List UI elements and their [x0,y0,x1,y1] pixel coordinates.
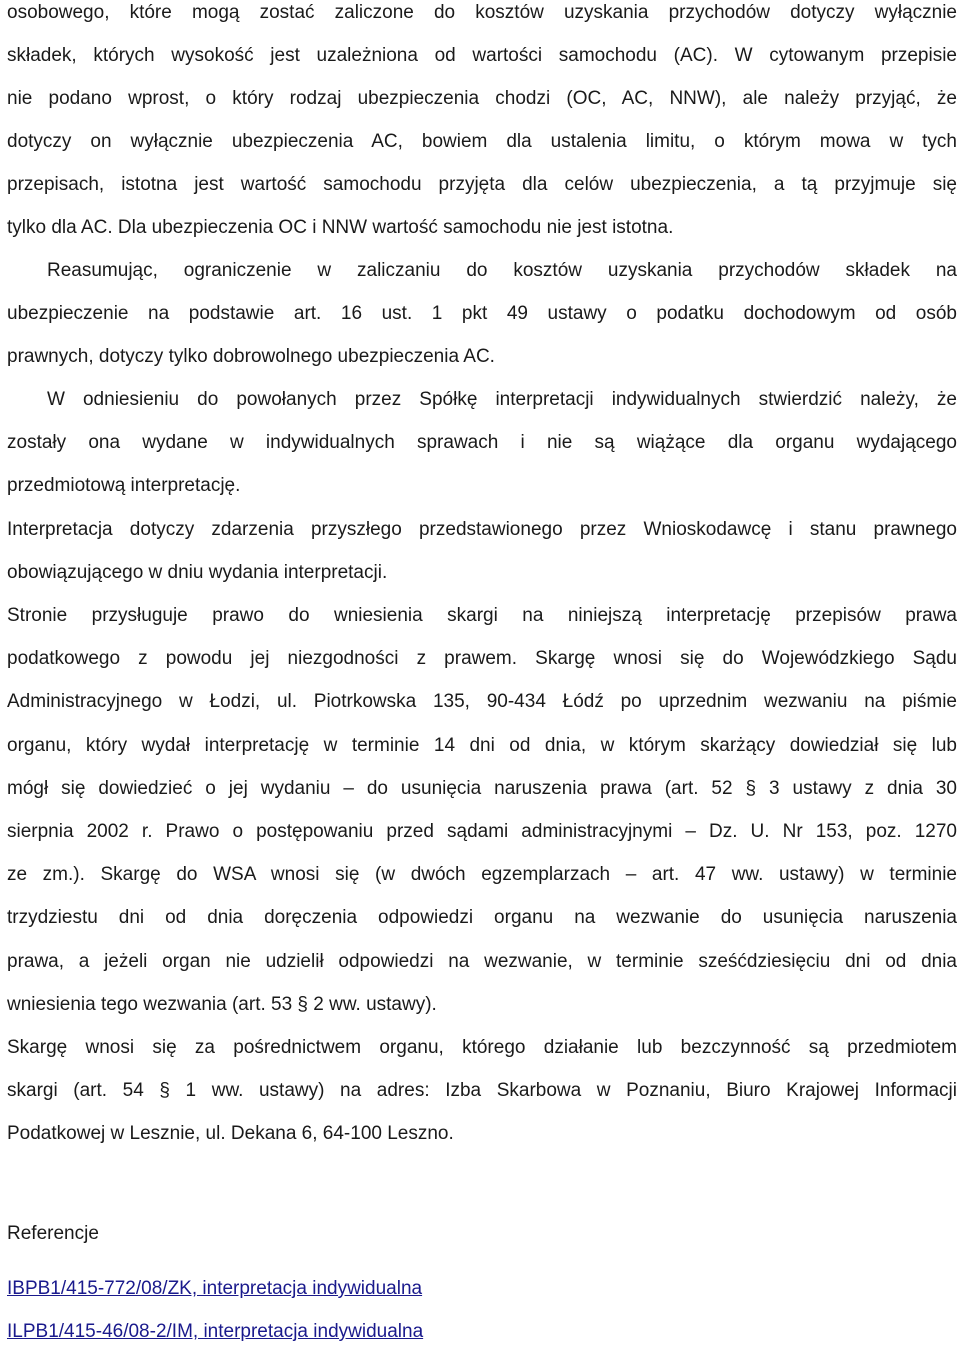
text-line: sierpnia 2002 r. Prawo o postępowaniu przed sądami administracyjnymi – Dz. U. Nr 153, poz. 1270 [7,821,957,842]
references-heading: Referencje [7,1223,99,1244]
text-line: nie podano wprost, o który rodzaj ubezpieczenia chodzi (OC, AC, NNW), ale należy przyjąć, że [7,88,957,109]
text-line: prawnych, dotyczy tylko dobrowolnego ubezpieczenia AC. [7,346,495,367]
text-line: Skargę wnosi się za pośrednictwem organu, którego działanie lub bezczynność są przedmiotem [7,1037,957,1058]
text-line: zostały ona wydane w indywidualnych sprawach i nie są wiążące dla organu wydającego [7,432,957,453]
text-line: Administracyjnego w Łodzi, ul. Piotrkowska 135, 90-434 Łódź po uprzednim wezwaniu na piśmie [7,691,957,712]
text-line: Stronie przysługuje prawo do wniesienia skargi na niniejszą interpretację przepisów prawa [7,605,957,626]
text-line: osobowego, które mogą zostać zaliczone do kosztów uzyskania przychodów dotyczy wyłącznie [7,2,957,23]
text-line: przedmiotową interpretację. [7,475,241,496]
text-line: wniesienia tego wezwania (art. 53 § 2 ww. ustawy). [7,994,437,1015]
text-line: mógł się dowiedzieć o jej wydaniu – do usunięcia naruszenia prawa (art. 52 § 3 ustawy z dnia 30 [7,778,957,799]
text-line: prawa, a jeżeli organ nie udzielił odpowiedzi na wezwanie, w terminie sześćdziesięciu dni od dnia [7,951,957,972]
text-line: skargi (art. 54 § 1 ww. ustawy) na adres: Izba Skarbowa w Poznaniu, Biuro Krajowej Informacji [7,1080,957,1101]
text-line: trzydziestu dni od dnia doręczenia odpowiedzi organu na wezwanie do usunięcia naruszenia [7,907,957,928]
text-line: ubezpieczenie na podstawie art. 16 ust. 1 pkt 49 ustawy o podatku dochodowym od osób [7,303,957,324]
reference-link[interactable]: ILPB1/415-46/08-2/IM, interpretacja indywidualna [7,1321,424,1342]
text-line: Interpretacja dotyczy zdarzenia przyszłego przedstawionego przez Wnioskodawcę i stanu prawnego [7,519,957,540]
text-line: przepisach, istotna jest wartość samochodu przyjęta dla celów ubezpieczenia, a tą przyjmuje się [7,174,957,195]
text-line: W odniesieniu do powołanych przez Spółkę interpretacji indywidualnych stwierdzić należy, że [47,389,957,410]
text-line: obowiązującego w dniu wydania interpretacji. [7,562,388,583]
text-line: tylko dla AC. Dla ubezpieczenia OC i NNW wartość samochodu nie jest istotna. [7,217,674,238]
text-line: podatkowego z powodu jej niezgodności z prawem. Skargę wnosi się do Wojewódzkiego Sądu [7,648,957,669]
text-line: składek, których wysokość jest uzależniona od wartości samochodu (AC). W cytowanym przepisie [7,45,957,66]
text-line: Reasumując, ograniczenie w zaliczaniu do kosztów uzyskania przychodów składek na [47,260,957,281]
text-line: organu, który wydał interpretację w terminie 14 dni od dnia, w którym skarżący dowiedział się lub [7,735,957,756]
reference-link[interactable]: IBPB1/415-772/08/ZK, interpretacja indywidualna [7,1278,423,1299]
text-line: Podatkowej w Lesznie, ul. Dekana 6, 64-100 Leszno. [7,1123,454,1144]
text-line: dotyczy on wyłącznie ubezpieczenia AC, bowiem dla ustalenia limitu, o którym mowa w tych [7,131,957,152]
text-line: ze zm.). Skargę do WSA wnosi się (w dwóch egzemplarzach – art. 47 ww. ustawy) w terminie [7,864,957,885]
